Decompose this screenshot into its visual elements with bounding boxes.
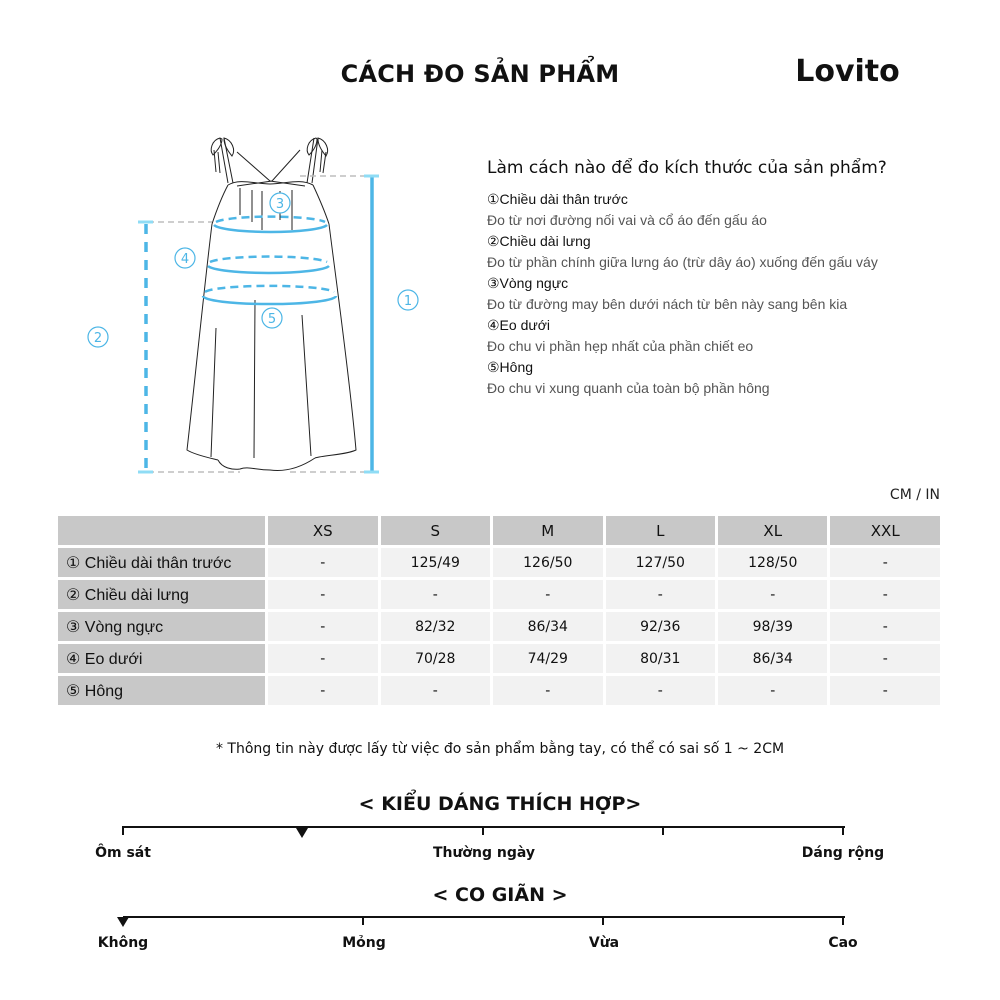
dress-measurement-diagram xyxy=(80,125,440,485)
table-cell: - xyxy=(268,580,377,609)
svg-text:1: 1 xyxy=(403,294,413,309)
howto-item-bust xyxy=(487,273,947,315)
svg-text:3: 3 xyxy=(275,197,285,212)
table-cell: 82/32 xyxy=(381,612,490,641)
table-header-cell: M xyxy=(493,516,602,545)
table-cell: - xyxy=(493,676,602,705)
howto-item-lower-waist xyxy=(487,315,947,357)
table-cell: 92/36 xyxy=(606,612,715,641)
fit-label-loose: Dáng rộng xyxy=(801,845,885,861)
table-cell: - xyxy=(830,580,939,609)
fit-label-tight: Ôm sát xyxy=(95,845,151,861)
stretch-scale-title: < CO GIÃN > xyxy=(432,884,568,906)
table-cell: - xyxy=(381,676,490,705)
howto-item-desc: Đo từ đường may bên dưới nách từ bên này sang bên kia xyxy=(487,296,848,312)
table-cell: - xyxy=(606,580,715,609)
stretch-label-medium: Vừa xyxy=(588,935,620,951)
table-cell: - xyxy=(268,676,377,705)
table-cell: 86/34 xyxy=(718,644,827,673)
howto-list xyxy=(487,189,947,399)
stretch-label-slight: Mỏng xyxy=(342,935,386,951)
fit-scale-title: < KIỂU DÁNG THÍCH HỢP> xyxy=(358,793,642,815)
row-label: ④ Eo dưới xyxy=(58,644,265,673)
stretch-scale-tick xyxy=(602,916,604,925)
howto-item-desc: Đo chu vi xung quanh của toàn bộ phần hông xyxy=(487,380,770,396)
svg-text:2: 2 xyxy=(93,331,103,346)
table-cell: - xyxy=(493,580,602,609)
svg-text:4: 4 xyxy=(180,252,190,267)
table-cell: - xyxy=(268,548,377,577)
stretch-selected-marker-icon xyxy=(117,917,129,927)
table-cell: 86/34 xyxy=(493,612,602,641)
howto-item-desc: Đo từ nơi đường nối vai và cổ áo đến gấu áo xyxy=(487,212,767,228)
stretch-label-high: Cao xyxy=(828,935,858,951)
row-label: ③ Vòng ngực xyxy=(58,612,265,641)
table-cell: 70/28 xyxy=(381,644,490,673)
table-cell: 125/49 xyxy=(381,548,490,577)
table-row xyxy=(58,612,940,641)
table-cell: - xyxy=(718,676,827,705)
table-header-cell: S xyxy=(381,516,490,545)
table-header-cell: L xyxy=(606,516,715,545)
table-cell: 98/39 xyxy=(718,612,827,641)
table-header-cell: XL xyxy=(718,516,827,545)
table-cell: - xyxy=(268,644,377,673)
stretch-label-none: Không xyxy=(97,935,149,951)
table-cell: - xyxy=(718,580,827,609)
table-header-cell: XS xyxy=(268,516,377,545)
howto-item-desc: Đo chu vi phần hẹp nhất của phần chiết eo xyxy=(487,338,754,354)
svg-text:5: 5 xyxy=(267,312,277,327)
howto-item-back-length xyxy=(487,231,947,273)
table-header-row xyxy=(58,516,940,545)
stretch-scale-tick xyxy=(362,916,364,925)
howto-item-hip xyxy=(487,357,947,399)
stretch-scale-tick xyxy=(842,916,844,925)
table-header-cell xyxy=(58,516,265,545)
unit-label: CM / IN xyxy=(889,487,940,503)
fit-label-regular: Thường ngày xyxy=(432,845,536,861)
howto-item-name: ③Vòng ngực xyxy=(487,275,569,291)
table-row xyxy=(58,644,940,673)
table-cell: - xyxy=(830,548,939,577)
table-row xyxy=(58,580,940,609)
table-row xyxy=(58,676,940,705)
howto-item-desc: Đo từ phần chính giữa lưng áo (trừ dây áo) xuống đến gấu váy xyxy=(487,254,878,270)
fit-selected-marker-icon xyxy=(296,828,308,838)
howto-title: Làm cách nào để đo kích thước của sản phẩm? xyxy=(487,158,887,178)
fit-scale-tick xyxy=(482,826,484,835)
howto-item-name: ⑤Hông xyxy=(487,359,534,375)
table-row xyxy=(58,548,940,577)
fit-scale-tick xyxy=(662,826,664,835)
table-header-cell: XXL xyxy=(830,516,939,545)
measurement-note: * Thông tin này được lấy từ việc đo sản phẩm bằng tay, có thể có sai số 1 ~ 2CM xyxy=(215,741,785,757)
table-cell: - xyxy=(268,612,377,641)
table-cell: 80/31 xyxy=(606,644,715,673)
table-cell: - xyxy=(381,580,490,609)
fit-scale-tick xyxy=(842,826,844,835)
howto-item-name: ②Chiều dài lưng xyxy=(487,233,591,249)
stretch-scale-line xyxy=(123,916,845,918)
brand-logo: Lovito xyxy=(795,54,900,89)
size-table xyxy=(58,516,940,708)
table-cell: - xyxy=(830,676,939,705)
row-label: ① Chiều dài thân trước xyxy=(58,548,265,577)
table-cell: 128/50 xyxy=(718,548,827,577)
howto-item-front-length xyxy=(487,189,947,231)
row-label: ② Chiều dài lưng xyxy=(58,580,265,609)
table-cell: 127/50 xyxy=(606,548,715,577)
table-cell: 74/29 xyxy=(493,644,602,673)
howto-item-name: ④Eo dưới xyxy=(487,317,551,333)
howto-item-name: ①Chiều dài thân trước xyxy=(487,191,628,207)
table-cell: 126/50 xyxy=(493,548,602,577)
page-title: CÁCH ĐO SẢN PHẨM xyxy=(340,60,620,88)
fit-scale-line xyxy=(123,826,845,828)
fit-scale-tick xyxy=(122,826,124,835)
table-cell: - xyxy=(830,612,939,641)
table-cell: - xyxy=(830,644,939,673)
row-label: ⑤ Hông xyxy=(58,676,265,705)
table-cell: - xyxy=(606,676,715,705)
